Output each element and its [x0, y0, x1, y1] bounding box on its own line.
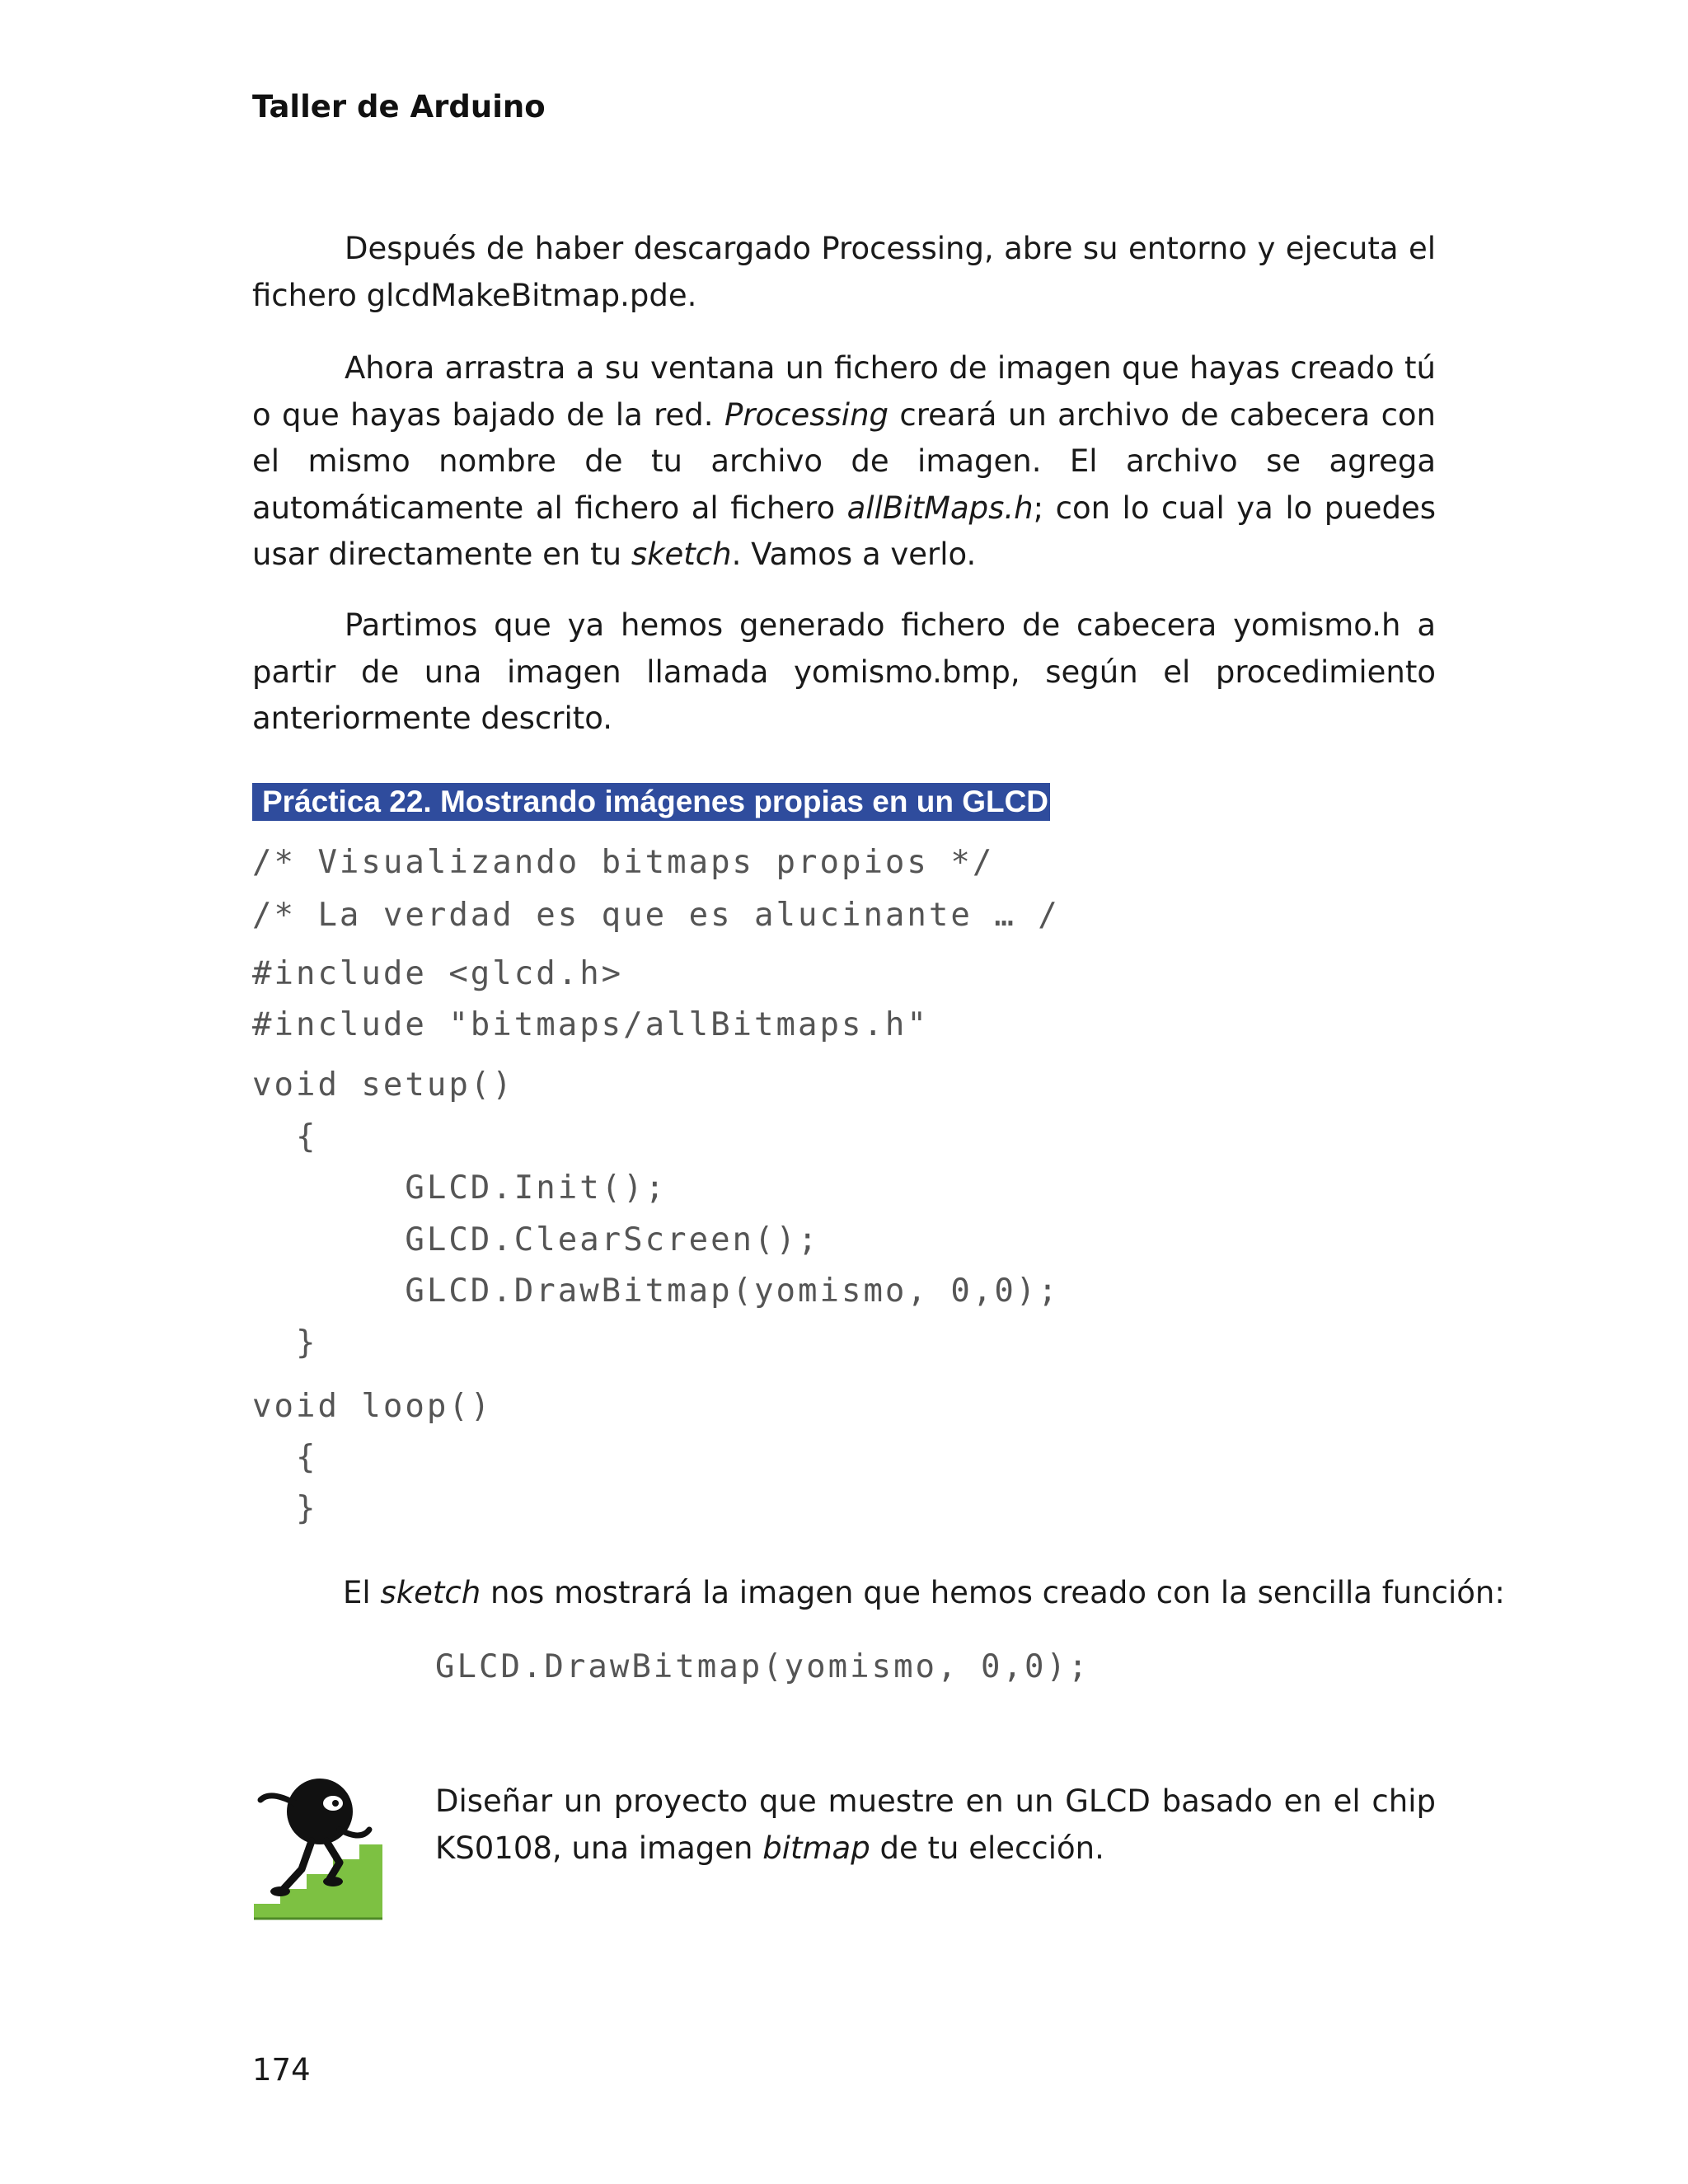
sketch-term: sketch [631, 537, 732, 572]
code-comments: /* Visualizando bitmaps propios */ /* La verdad es que es alucinante … / [252, 844, 1060, 934]
paragraph-2-text: . Vamos a verlo. [731, 537, 977, 572]
processing-term: Processing [724, 396, 889, 433]
sketch-caption [343, 1570, 1505, 1616]
code-includes: #include <glcd.h> #include "bitmaps/allBitmaps.h" [252, 955, 929, 1043]
sketch-term: sketch [380, 1575, 481, 1610]
caption-text: nos mostrará la imagen que hemos creado con la sencilla función: [481, 1575, 1505, 1610]
code-loop-function: void loop() { } [252, 1388, 493, 1527]
exercise-text-part: Diseñar un proyecto que muestre en un GLCD basado en el chip KS0108, una imagen [435, 1783, 1436, 1866]
paragraph-2-text: creará un archivo de cabecera con el mismo nombre de tu archivo de imagen. El archivo se agrega automáticamente al fichero al fichero [252, 396, 1436, 526]
allbitmaps-filename: allBitMaps.h [846, 490, 1034, 526]
paragraph-2-text: Ahora arrastra a su ventana un fichero de imagen que hayas creado tú o que hayas bajado de la red. [252, 350, 1436, 433]
exercise-text [435, 1779, 1436, 1872]
caption-text: El [343, 1575, 381, 1610]
exercise-text-part: de tu elección. [870, 1830, 1104, 1866]
code-setup-function: void setup() { GLCD.Init(); GLCD.ClearScreen(); GLCD.DrawBitmap(yomismo, 0,0); } [252, 1066, 1060, 1361]
running-figure-stairs-icon [247, 1772, 387, 1929]
running-header-title: Taller de Arduino [252, 89, 546, 124]
bitmap-term: bitmap [762, 1830, 870, 1866]
page-number: 174 [252, 2052, 311, 2088]
code-inline-drawbitmap: GLCD.DrawBitmap(yomismo, 0,0); [435, 1648, 1090, 1685]
paragraph-2-text: ; con lo cual ya lo puedes usar directamente en tu [252, 490, 1437, 572]
practice-heading: Práctica 22. Mostrando imágenes propias en un GLCD [252, 783, 1050, 821]
paragraph-3: Partimos que ya hemos generado fichero de cabecera yomismo.h a partir de una imagen llamada yomismo.bmp, según el procedimiento anteriormente descrito. [252, 607, 1436, 736]
paragraph-2 [252, 345, 1436, 579]
paragraph-1: Después de haber descargado Processing, abre su entorno y ejecuta el fichero glcdMakeBitmap.pde. [252, 231, 1436, 313]
